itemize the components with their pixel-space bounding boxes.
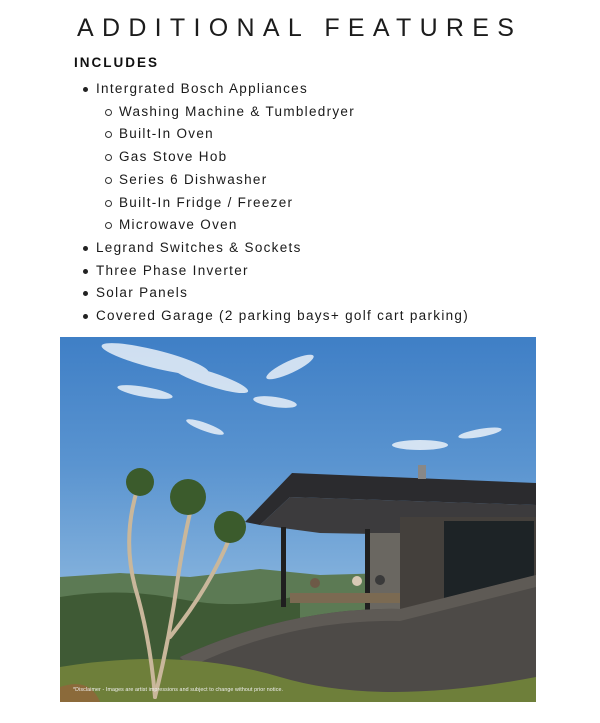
list-item: Gas Stove Hob [77,146,469,169]
list-item: Series 6 Dishwasher [77,169,469,192]
disclaimer-text: *Disclaimer - Images are artist impressions and subject to change without prior notice. [73,687,284,693]
list-item: Built-In Oven [77,123,469,146]
list-item: Intergrated Bosch Appliances [77,78,469,101]
includes-heading: INCLUDES [74,55,160,70]
house-illustration [60,337,536,702]
list-item: Legrand Switches & Sockets [77,237,469,260]
house-photo [60,337,536,702]
list-item: Covered Garage (2 parking bays+ golf cart parking) [77,305,469,328]
clouds [99,337,502,450]
list-item: Three Phase Inverter [77,260,469,283]
features-list [77,78,469,328]
list-item: Built-In Fridge / Freezer [77,192,469,215]
list-item: Solar Panels [77,282,469,305]
list-item: Washing Machine & Tumbledryer [77,101,469,124]
page-title: ADDITIONAL FEATURES [77,14,523,42]
list-item: Microwave Oven [77,214,469,237]
